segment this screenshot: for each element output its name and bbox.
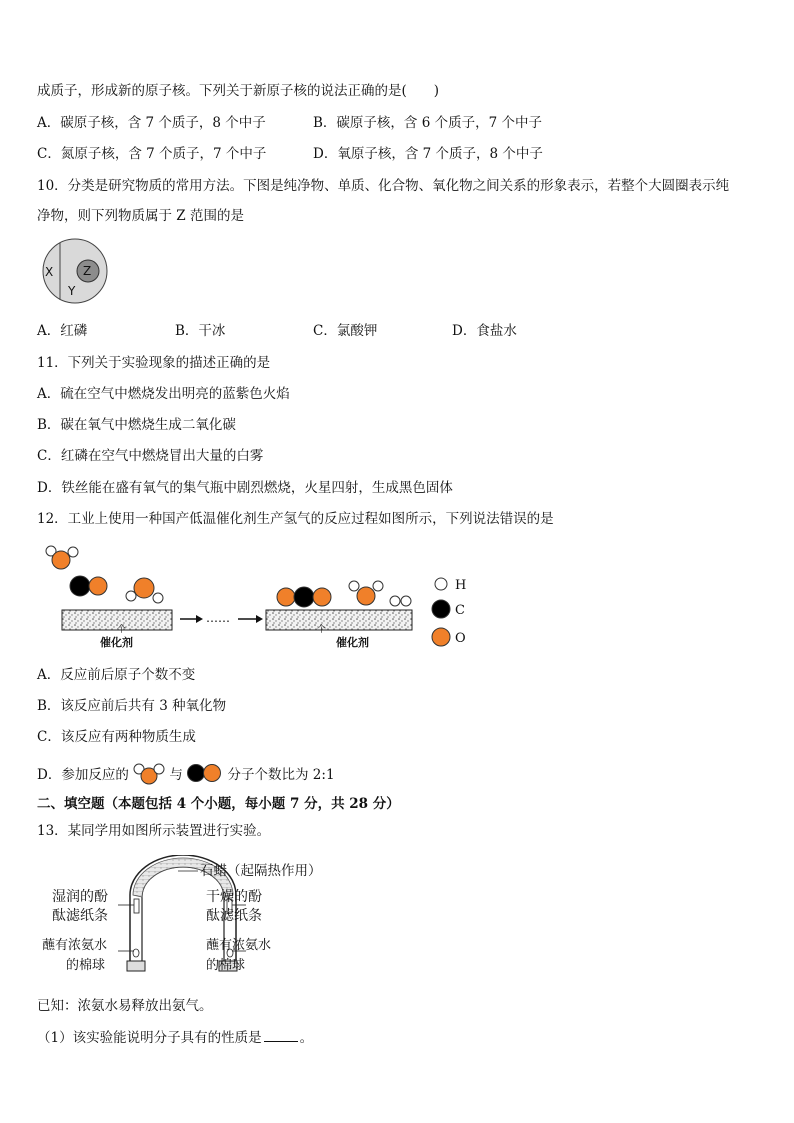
q11-option-c: C．红磷在空气中燃烧冒出大量的白雾 <box>37 448 264 464</box>
legend-o: O <box>455 631 466 646</box>
q12-option-b: B．该反应前后共有 3 种氧化物 <box>37 698 227 714</box>
q10-option-a: A．红磷 <box>37 323 88 339</box>
label-cotton-right-1: 蘸有浓氨水 <box>206 938 272 953</box>
label-wet-strip-2: 酞滤纸条 <box>52 908 108 924</box>
ammonia-diffusion-apparatus <box>38 855 348 975</box>
q12-option-d-mid: 与 <box>169 767 183 783</box>
label-cotton-left-1: 蘸有浓氨水 <box>42 938 108 953</box>
q13-sub1-suffix: 。 <box>299 1030 314 1046</box>
q9-option-a: A．碳原子核，含 7 个质子，8 个中子 <box>37 115 266 131</box>
q11-option-d: D．铁丝能在盛有氧气的集气瓶中剧烈燃烧，火星四射，生成黑色固体 <box>37 480 453 496</box>
q13-known: 已知：浓氨水易释放出氨气。 <box>37 998 213 1014</box>
q12-option-c: C．该反应有两种物质生成 <box>37 729 196 745</box>
q13-stem: 13．某同学用如图所示装置进行实验。 <box>37 823 271 839</box>
svg-text:个: 个 <box>317 625 327 635</box>
q11-stem: 11．下列关于实验现象的描述正确的是 <box>37 355 271 371</box>
legend-h: H <box>455 578 467 593</box>
q10-option-b: B．干冰 <box>175 323 226 339</box>
q11-option-a: A．硫在空气中燃烧发出明亮的蓝紫色火焰 <box>37 386 290 402</box>
label-dry-strip-2: 酞滤纸条 <box>206 908 262 924</box>
section-2-heading: 二、填空题（本题包括 4 个小题，每小题 7 分，共 28 分） <box>37 796 400 812</box>
q13-sub1-prefix: （1）该实验能说明分子具有的性质是 <box>37 1030 262 1046</box>
catalyst-reaction-diagram <box>38 540 478 652</box>
q11-option-b: B．碳在氧气中燃烧生成二氧化碳 <box>37 417 236 433</box>
label-wax: 石蜡（起隔热作用） <box>200 863 322 879</box>
label-wet-strip-1: 湿润的酚 <box>52 889 108 905</box>
catalyst-label-right: 催化剂 <box>336 636 369 649</box>
q10-stem-line1: 10．分类是研究物质的常用方法。下图是纯净物、单质、化合物、氧化物之间关系的形象表示，若整个大圆圈表示纯 <box>37 178 730 194</box>
answer-blank[interactable] <box>264 1029 298 1042</box>
catalyst-label-left: 催化剂 <box>100 636 133 649</box>
q10-option-c: C．氯酸钾 <box>313 323 378 339</box>
svg-text:个: 个 <box>117 625 127 635</box>
q9-option-c: C．氮原子核，含 7 个质子，7 个中子 <box>37 146 267 162</box>
q12-option-d-prefix: D．参加反应的 <box>37 767 129 783</box>
venn-label-y: Y <box>68 284 76 298</box>
classification-venn-diagram <box>38 238 114 304</box>
q9-option-b: B．碳原子核，含 6 个质子，7 个中子 <box>313 115 542 131</box>
carbon-monoxide-molecule-icon <box>187 763 223 783</box>
q12-option-a: A．反应前后原子个数不变 <box>37 667 196 683</box>
q13-sub1 <box>37 1029 313 1047</box>
q12-option-d <box>37 763 335 785</box>
label-cotton-left-2: 的棉球 <box>66 958 106 973</box>
venn-label-z: Z <box>83 264 92 278</box>
label-cotton-right-2: 的棉球 <box>206 958 246 973</box>
q9-option-d: D．氧原子核，含 7 个质子，8 个中子 <box>313 146 543 162</box>
legend-c: C <box>455 603 465 618</box>
venn-label-x: X <box>45 265 54 279</box>
q9-stem-tail: 成质子，形成新的原子核。下列关于新原子核的说法正确的是( ) <box>37 83 440 99</box>
q12-option-d-suffix: 分子个数比为 2:1 <box>227 767 335 783</box>
q12-stem: 12．工业上使用一种国产低温催化剂生产氢气的反应过程如图所示，下列说法错误的是 <box>37 511 554 527</box>
label-dry-strip-1: 干燥的酚 <box>206 889 262 905</box>
water-molecule-icon <box>133 763 165 785</box>
q10-stem-line2: 净物，则下列物质属于 Z 范围的是 <box>37 208 244 224</box>
q10-option-d: D．食盐水 <box>452 323 517 339</box>
process-dots: …… <box>206 611 230 625</box>
